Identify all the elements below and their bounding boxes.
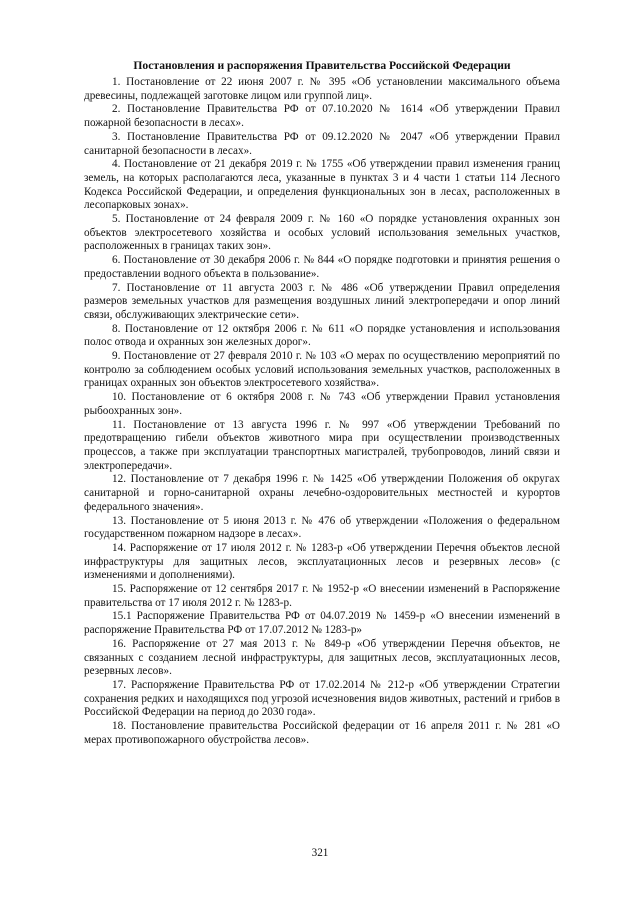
list-item: 12. Постановление от 7 декабря 1996 г. № 1425 «Об утверждении Положения об округах санитарной и горно-санитарной охраны лечебно-оздоровительных местностей и курортов федерального значения».	[84, 473, 560, 513]
list-item: 18. Постановление правительства Российской федерации от 16 апреля 2011 г. № 281 «О мерах противопожарного обустройства лесов».	[84, 720, 560, 746]
section-heading: Постановления и распоряжения Правительства Российской Федерации	[133, 59, 511, 72]
list-item: 2. Постановление Правительства РФ от 07.10.2020 № 1614 «Об утверждении Правил пожарной безопасности в лесах».	[84, 103, 560, 130]
page-number: 321	[311, 847, 329, 859]
list-item: 10. Постановление от 6 октября 2008 г. № 743 «Об утверждении Правил установления рыбоохранных зон».	[84, 391, 560, 417]
document-page	[84, 58, 560, 747]
list-item: 11. Постановление от 13 августа 1996 г. № 997 «Об утверждении Требований по предотвращению гибели объектов животного мира при осуществлении производственных процессов, а также при эксплуатации транспортных магистралей, трубопроводов, линий связи и электропередачи».	[84, 418, 560, 472]
list-item: 16. Распоряжение от 27 мая 2013 г. № 849-р «Об утверждении Перечня объектов, не связанных с созданием лесной инфраструктуры, для защитных лесов, эксплуатационных лесов, резервных лесов».	[84, 637, 560, 678]
list-item: 9. Постановление от 27 февраля 2010 г. № 103 «О мерах по осуществлению мероприятий по контролю за соблюдением особых условий использования земельных участков, расположенных в границах охранных зон объектов электросетевого хозяйства».	[84, 350, 560, 390]
list-item: 14. Распоряжение от 17 июля 2012 г. № 1283-р «Об утверждении Перечня объектов лесной инфраструктуры для защитных лесов, эксплуатационных лесов и резервных лесов» (с изменениями и дополнениями).	[84, 541, 560, 582]
list-item: 13. Постановление от 5 июня 2013 г. № 476 об утверждении «Положения о федеральном государственном пожарном надзоре в лесах».	[84, 514, 560, 541]
list-item: 15.1 Распоряжение Правительства РФ от 04.07.2019 № 1459-р «О внесении изменений в распоряжение Правительства РФ от 17.07.2012 № 1283-р»	[84, 610, 560, 637]
list-item: 5. Постановление от 24 февраля 2009 г. № 160 «О порядке установления охранных зон объектов электросетевого хозяйства и особых условий использования земельных участков, расположенных в границах таких зон».	[84, 213, 560, 253]
list-item: 17. Распоряжение Правительства РФ от 17.02.2014 № 212-р «Об утверждении Стратегии сохранения редких и находящихся под угрозой исчезновения видов животных, растений и грибов в Российской Федерации на период до 2030 года».	[84, 678, 560, 719]
list-item: 7. Постановление от 11 августа 2003 г. № 486 «Об утверждении Правил определения размеров земельных участков для размещения воздушных линий электропередачи и опор линий связи, обслуживающих электрические сети».	[84, 281, 560, 321]
list-item: 8. Постановление от 12 октября 2006 г. № 611 «О порядке установления и использования полос отвода и охранных зон железных дорог».	[84, 322, 560, 349]
list-item: 3. Постановление Правительства РФ от 09.12.2020 № 2047 «Об утверждении Правил санитарной безопасности в лесах».	[84, 130, 560, 157]
list-item: 1. Постановление от 22 июня 2007 г. № 395 «Об установлении максимального объема древесины, подлежащей заготовке лицом или группой лиц».	[84, 76, 560, 102]
list-item: 4. Постановление от 21 декабря 2019 г. № 1755 «Об утверждении правил изменения границ земель, на которых располагаются леса, указанные в пунктах 3 и 4 части 1 статьи 114 Лесного Кодекса Российской Федерации, и определения функциональных зон в лесах, расположенных в лесопарковых зонах».	[84, 158, 560, 212]
list-item: 15. Распоряжение от 12 сентября 2017 г. № 1952-р «О внесении изменений в Распоряжение правительства от 17 июля 2012 г. № 1283-р.	[84, 583, 560, 609]
list-item: 6. Постановление от 30 декабря 2006 г. № 844 «О порядке подготовки и принятия решения о предоставлении водного объекта в пользование».	[84, 254, 560, 280]
